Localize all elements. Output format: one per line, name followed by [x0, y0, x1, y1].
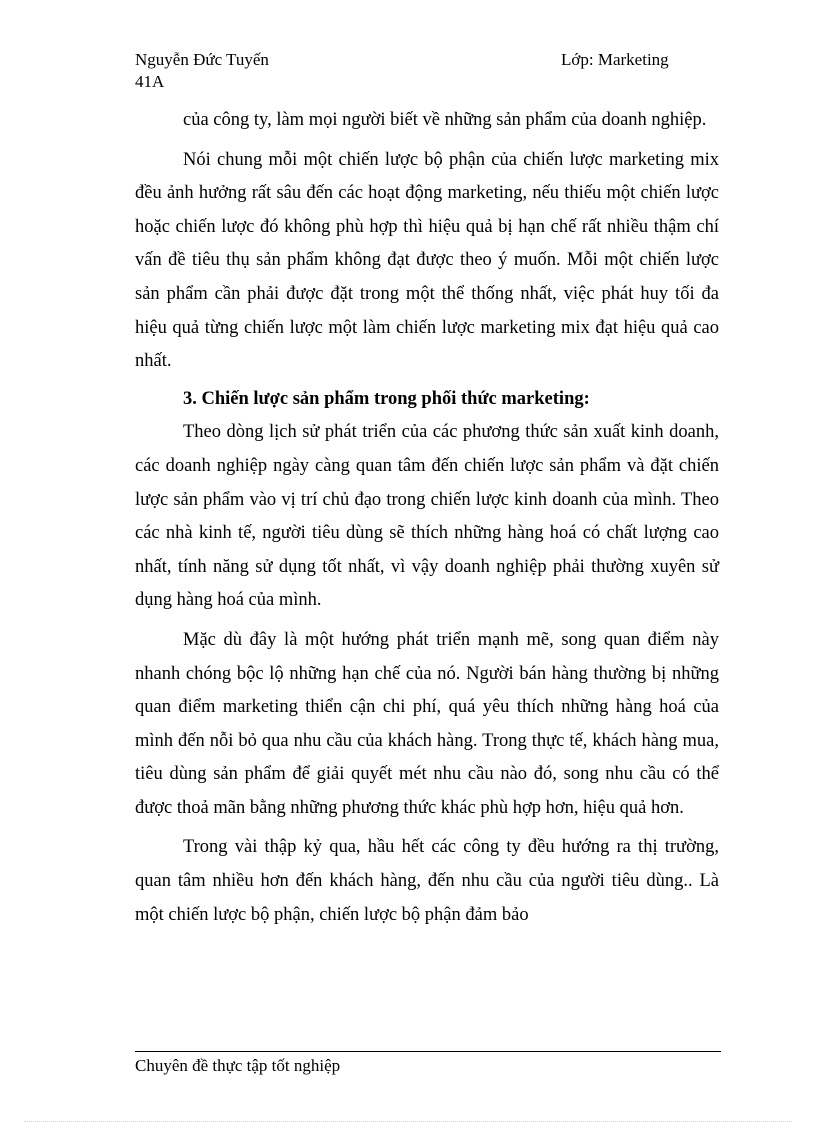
page-footer: Chuyên đề thực tập tốt nghiệp [135, 1056, 341, 1075]
page-edge-divider [24, 1121, 792, 1122]
paragraph-marketing-mix: Nói chung mỗi một chiến lược bộ phận của chiến lược marketing mix đều ảnh hưởng rất sâu đến các hoạt động marketing, nếu thiếu một chiến lược hoặc chiến lược đó không phù hợp thì hiệu quả bị hạn chế rất nhiều thậm chí vấn đề tiêu thụ sản phẩm không đạt được theo ý muốn. Mỗi một chiến lược sản phẩm cần phải được đặt trong một thể thống nhất, việc phát huy tối đa hiệu quả từng chiến lược một làm chiến lược marketing mix đạt hiệu quả cao nhất. [135, 149, 719, 372]
author-name: Nguyễn Đức Tuyến [135, 50, 269, 69]
paragraph-limitations: Mặc dù đây là một hướng phát triển mạnh mẽ, song quan điểm này nhanh chóng bộc lộ những hạn chế của nó. Người bán hàng thường bị những quan điểm marketing thiển cận chi phí, quá yêu thích những hàng hoá của mình đến nỗi bỏ qua nhu cầu của khách hàng. Trong thực tế, khách hàng mua, tiêu dùng sản phẩm để giải quyết mét nhu cầu nào đó, song nhu cầu có thể được thoả mãn bằng những phương thức khác phù hợp hơn, hiệu quả hơn. [135, 629, 719, 818]
page-header-author [135, 49, 269, 93]
footer-divider [135, 1051, 721, 1052]
author-class: 41A [135, 72, 165, 91]
page-header-class: Lớp: Marketing [561, 50, 669, 69]
paragraph-market-orientation: Trong vài thập kỷ qua, hầu hết các công ty đều hướng ra thị trường, quan tâm nhiều hơn đến khách hàng, đến nhu cầu của người tiêu dùng.. Là một chiến lược bộ phận, chiến lược bộ phận đảm bảo [135, 837, 719, 925]
document-body [135, 104, 719, 932]
section-heading: 3. Chiến lược sản phẩm trong phối thức marketing: [183, 388, 590, 409]
paragraph-product-strategy: Theo dòng lịch sử phát triển của các phương thức sản xuất kinh doanh, các doanh nghiệp ngày càng quan tâm đến chiến lược sản phẩm và đặt chiến lược sản phẩm vào vị trí chủ đạo trong chiến lược kinh doanh của mình. Theo các nhà kinh tế, người tiêu dùng sẽ thích những hàng hoá có chất lượng cao nhất, tính năng sử dụng tốt nhất, vì vậy doanh nghiệp phải thường xuyên sử dụng hàng hoá của mình. [135, 422, 719, 611]
paragraph-continuation: của công ty, làm mọi người biết về những sản phẩm của doanh nghiệp. [183, 110, 707, 130]
